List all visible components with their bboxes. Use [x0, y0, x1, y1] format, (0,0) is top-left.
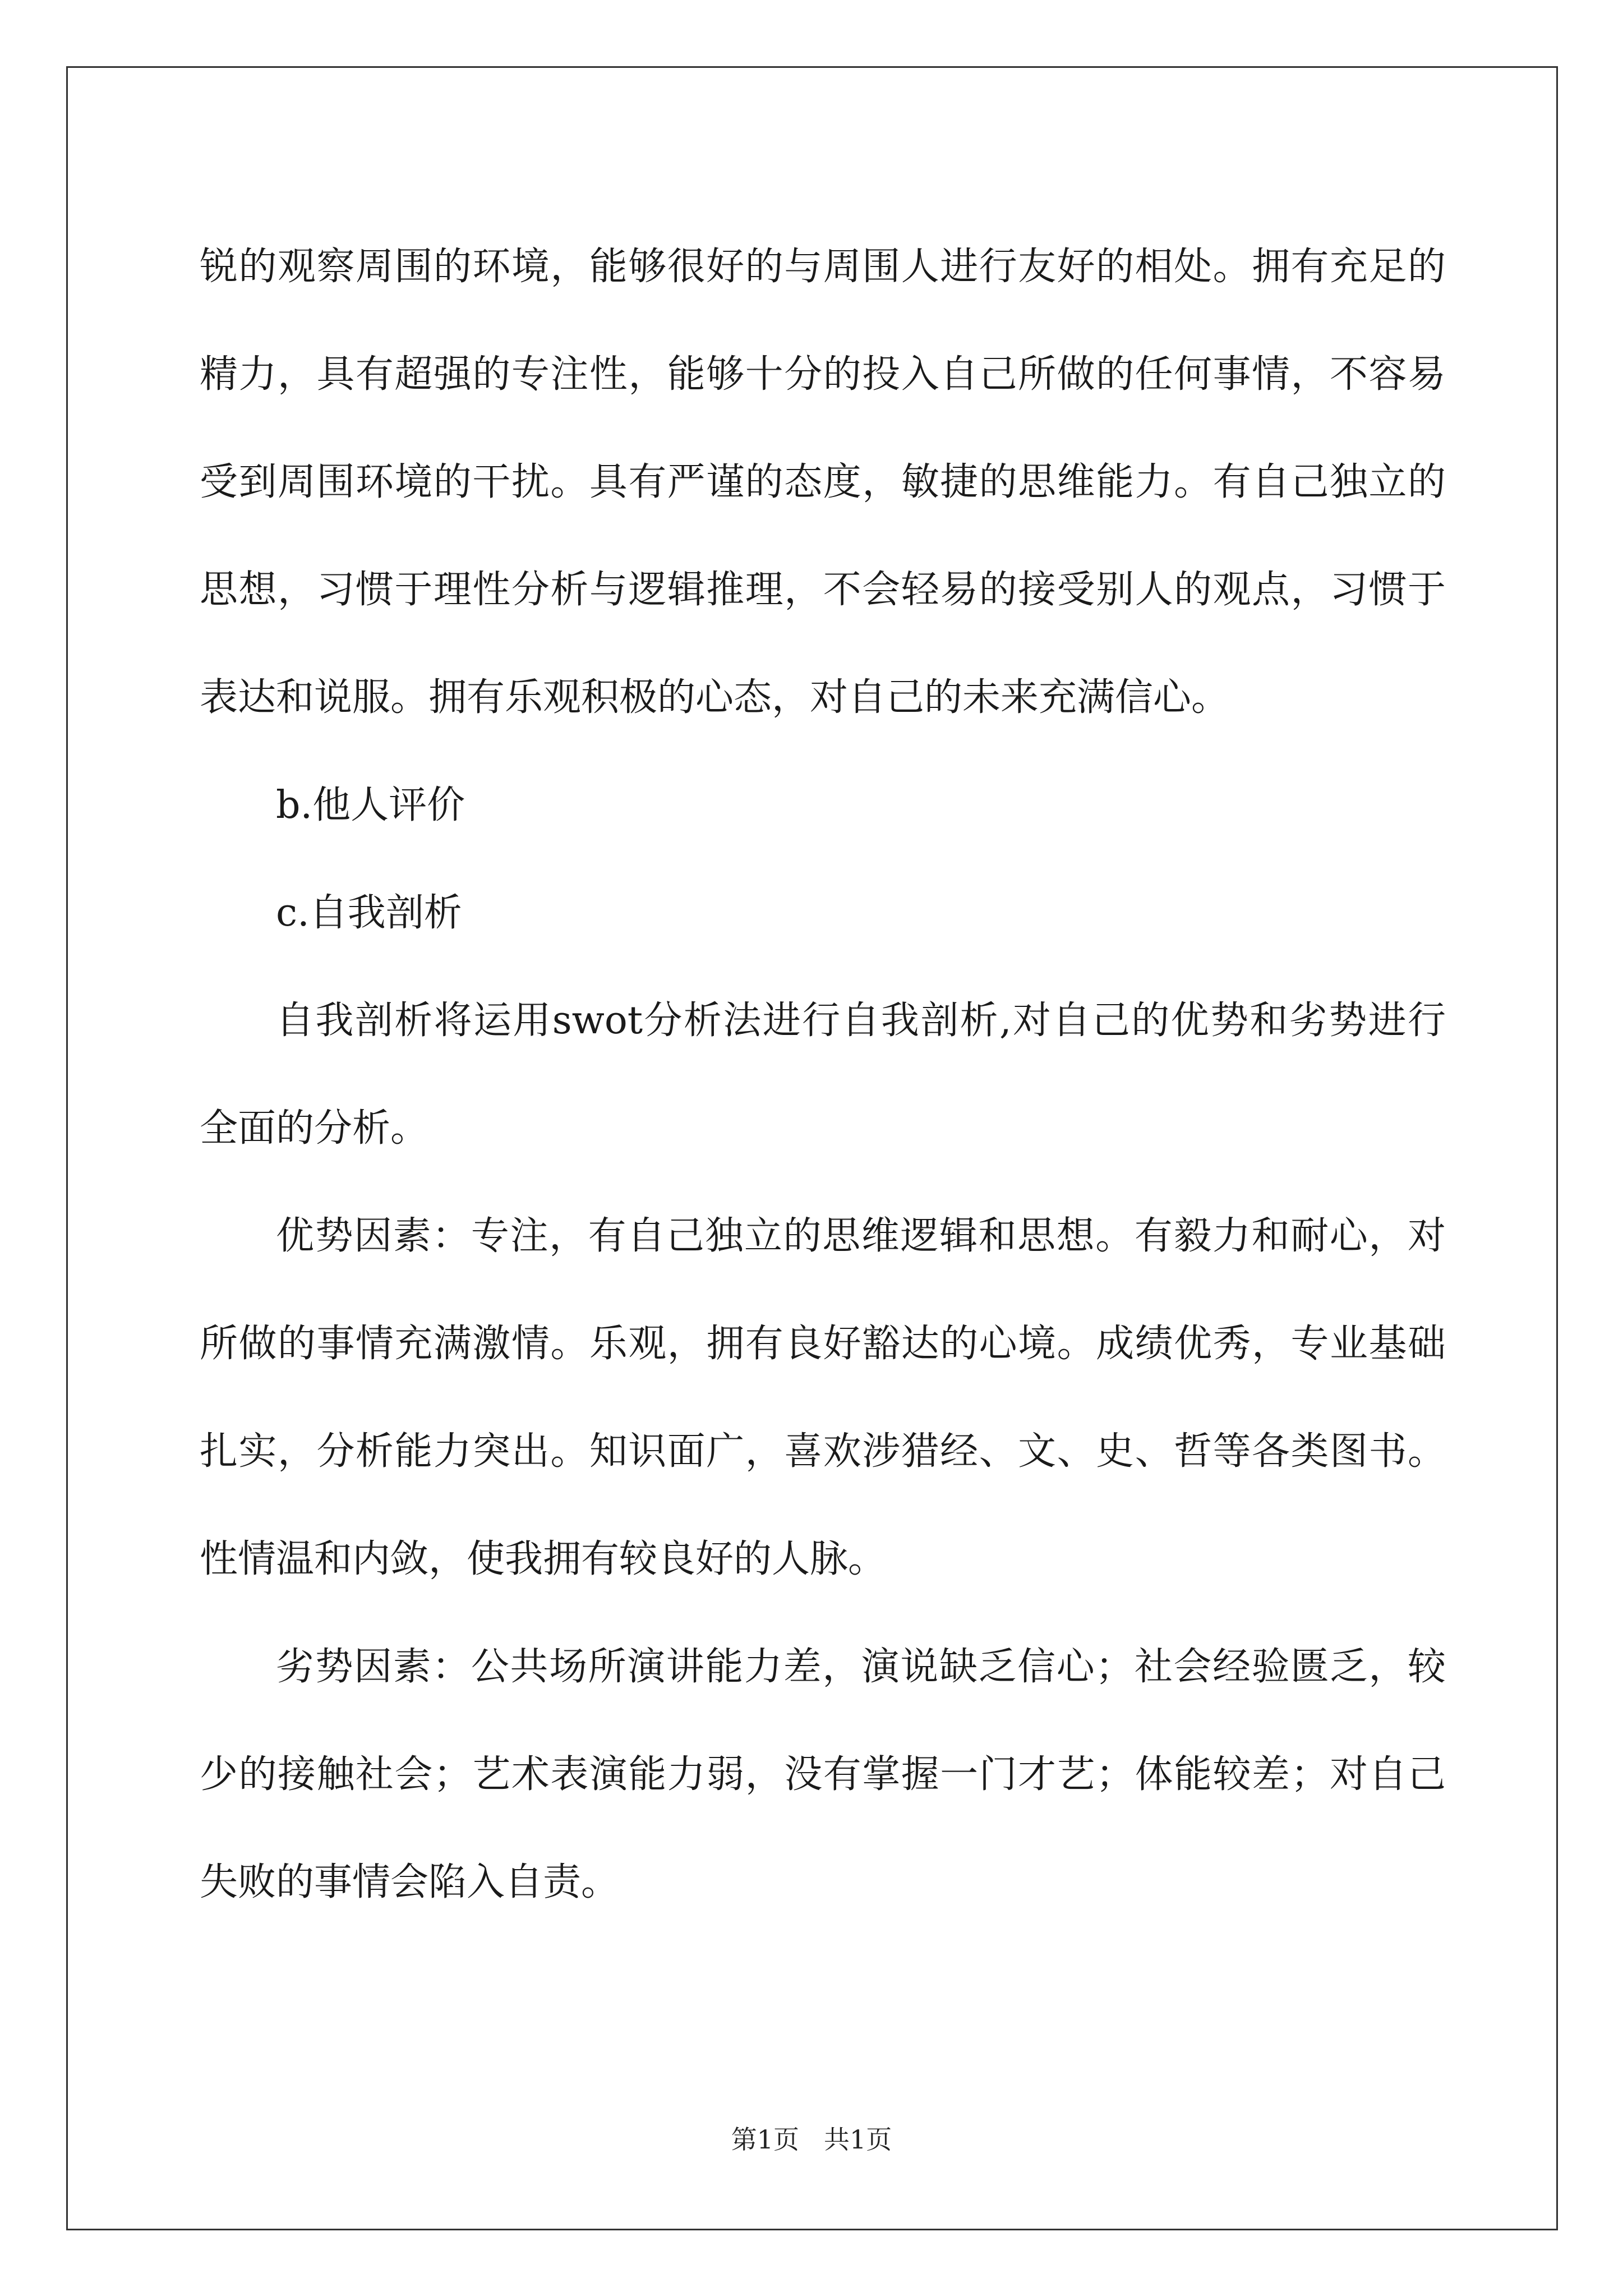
page-total: 共1页 [824, 2124, 892, 2155]
heading-self-analysis: c.自我剖析 [276, 891, 462, 935]
page-footer [0, 2123, 1623, 2156]
paragraph-intro: 锐的观察周围的环境，能够很好的与周围人进行友好的相处。拥有充足的精力，具有超强的专注性，能够十分的投入自己所做的任何事情，不容易受到周围环境的干扰。具有严谨的态度，敏捷的思维能力。有自己独立的思想，习惯于理性分析与逻辑推理，不会轻易的接受别人的观点，习惯于表达和说服。拥有乐观积极的心态，对自己的未来充满信心。 [200, 245, 1446, 720]
paragraph-weaknesses: 劣势因素：公共场所演讲能力差，演说缺乏信心；社会经验匮乏，较少的接触社会；艺术表演能力弱，没有掌握一门才艺；体能较差；对自己失败的事情会陷入自责。 [200, 1645, 1446, 1904]
page-number: 第1页 [731, 2124, 799, 2155]
paragraph-strengths: 优势因素：专注，有自己独立的思维逻辑和思想。有毅力和耐心，对所做的事情充满激情。乐观，拥有良好豁达的心境。成绩优秀，专业基础扎实，分析能力突出。知识面广，喜欢涉猎经、文、史、哲等各类图书。性情温和内敛，使我拥有较良好的人脉。 [200, 1214, 1446, 1581]
document-body [200, 213, 1446, 1936]
heading-others-evaluation: b.他人评价 [276, 783, 465, 827]
paragraph-swot-intro: 自我剖析将运用swot分析法进行自我剖析,对自己的优势和劣势进行全面的分析。 [200, 999, 1446, 1151]
